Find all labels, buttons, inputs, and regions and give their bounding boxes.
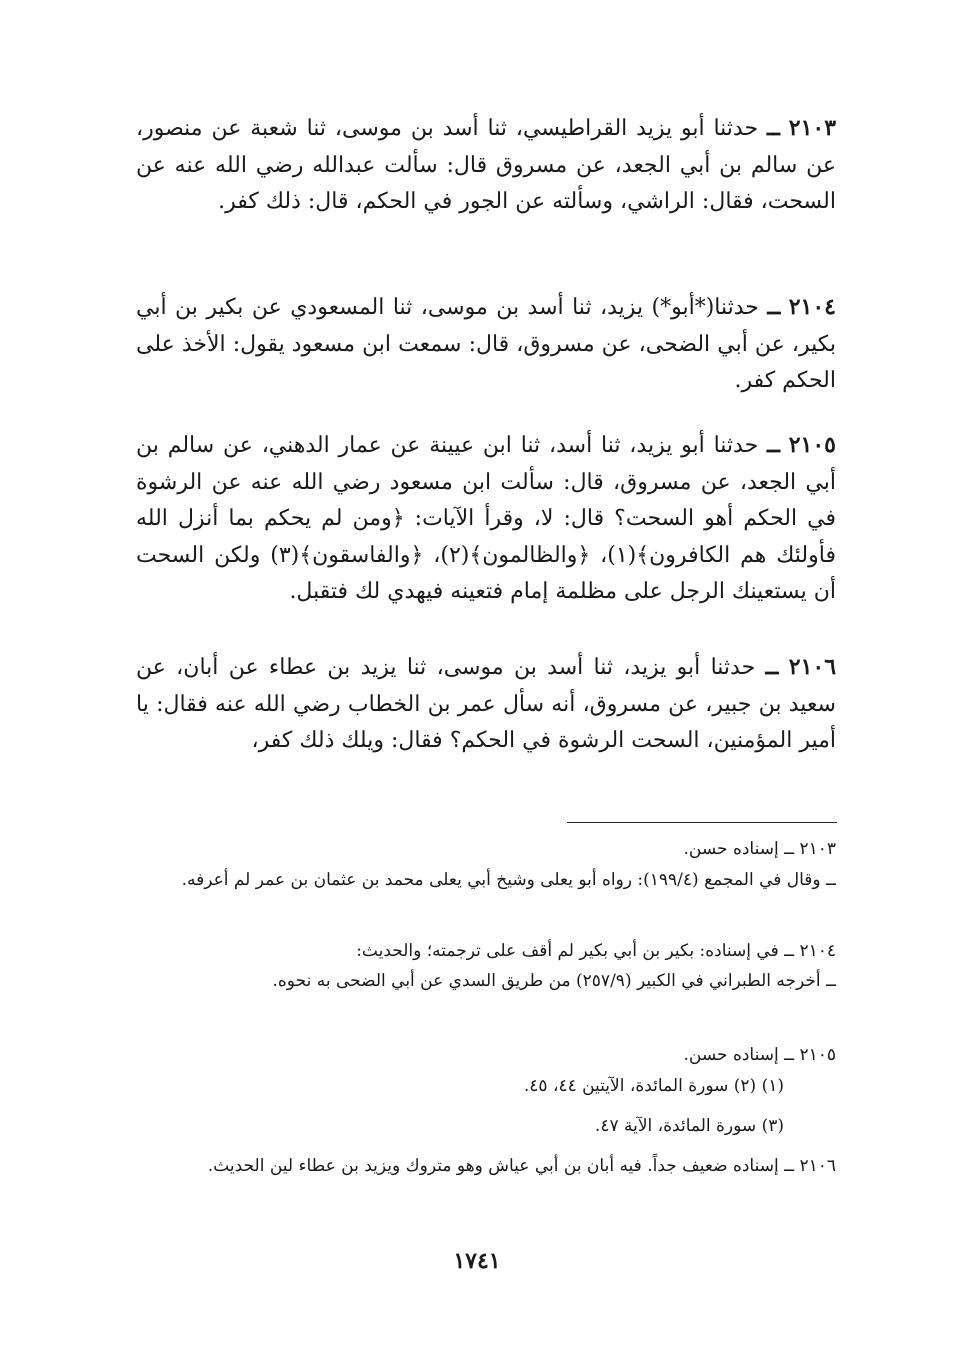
hadith-dash: ــ — [767, 432, 780, 458]
hadith-dash: ــ — [766, 115, 780, 141]
footnote-2103-majma: ــ وقال في المجمع (١٩٩/٤): رواه أبو يعلى وشيخ أبي يعلى محمد بن عثمان بن عمر لم أعرفه. — [181, 870, 836, 890]
footnote-2104: ٢١٠٤ ــ في إسناده: بكير بن أبي بكير لم أقف على ترجمته؛ والحديث: — [356, 941, 836, 961]
hadith-number: ٢١٠٤ — [788, 294, 836, 320]
hadith-2105 — [136, 427, 836, 611]
footnote-2103: ٢١٠٣ ــ إسناده حسن. — [683, 839, 836, 859]
footnote-2106: ٢١٠٦ ــ إسناده ضعيف جداً. فيه أبان بن أبي عياش وهو متروك ويزيد بن عطاء لين الحديث. — [207, 1156, 836, 1176]
hadith-dash: ــ — [765, 654, 779, 680]
hadith-number: ٢١٠٥ — [788, 432, 836, 458]
hadith-text: حدثنا أبو يزيد، ثنا أسد، ثنا ابن عيينة عن عمار الدهني، عن سالم بن أبي الجعد، عن مسروق، قال: سألت ابن مسعود رضي الله عنه عن الرشوة في الحكم أهو السحت؟ قال: لا، وقرأ الآيات: ﴿ومن لم يحكم بما أنزل الله فأولئك هم الكافرون﴾(١)، ﴿والظالمون﴾(٢)، ﴿والفاسقون﴾(٣) ولكن السحت أن يستعينك الرجل على مظلمة إمام فتعينه فيهدي لك فتقبل. — [136, 433, 836, 604]
hadith-text: حدثنا(*أبو*) يزيد، ثنا أسد بن موسى، ثنا المسعودي عن بكير بن أبي بكير، عن أبي الضحى، عن مسروق، قال: سمعت ابن مسعود يقول: الأخذ على الحكم كفر. — [136, 295, 836, 393]
hadith-number: ٢١٠٦ — [788, 654, 837, 680]
hadith-2104 — [136, 289, 836, 400]
hadith-dash: ــ — [767, 294, 781, 320]
hadith-text: حدثنا أبو يزيد، ثنا أسد بن موسى، ثنا يزيد بن عطاء عن أبان، عن سعيد بن جبير، عن مسروق، أنه سأل عمر بن الخطاب رضي الله عنه فقال: يا أمير المؤمنين، السحت الرشوة في الحكم؟ فقال: ويلك ذلك كفر، — [136, 655, 836, 753]
hadith-2106 — [136, 649, 836, 760]
footnote-separator — [567, 822, 837, 823]
footnote-2105-verses-1-2: (١) (٢) سورة المائدة، الآيتين ٤٤، ٤٥. — [523, 1076, 784, 1096]
hadith-2103 — [136, 110, 836, 221]
hadith-text: حدثنا أبو يزيد القراطيسي، ثنا أسد بن موسى، ثنا شعبة عن منصور، عن سالم بن أبي الجعد، عن مسروق قال: سألت عبدالله رضي الله عنه عن السحت، فقال: الراشي، وسألته عن الجور في الحكم، قال: ذلك كفر. — [136, 116, 836, 214]
footnote-2104-tabarani: ــ أخرجه الطبراني في الكبير (٢٥٧/٩) من طريق السدي عن أبي الضحى به نحوه. — [272, 971, 836, 991]
hadith-number: ٢١٠٣ — [788, 115, 837, 141]
page-number: ١٧٤١ — [453, 1248, 501, 1274]
footnote-2105: ٢١٠٥ ــ إسناده حسن. — [683, 1045, 836, 1065]
footnote-2105-verse-3: (٣) سورة المائدة، الآية ٤٧. — [594, 1116, 784, 1136]
